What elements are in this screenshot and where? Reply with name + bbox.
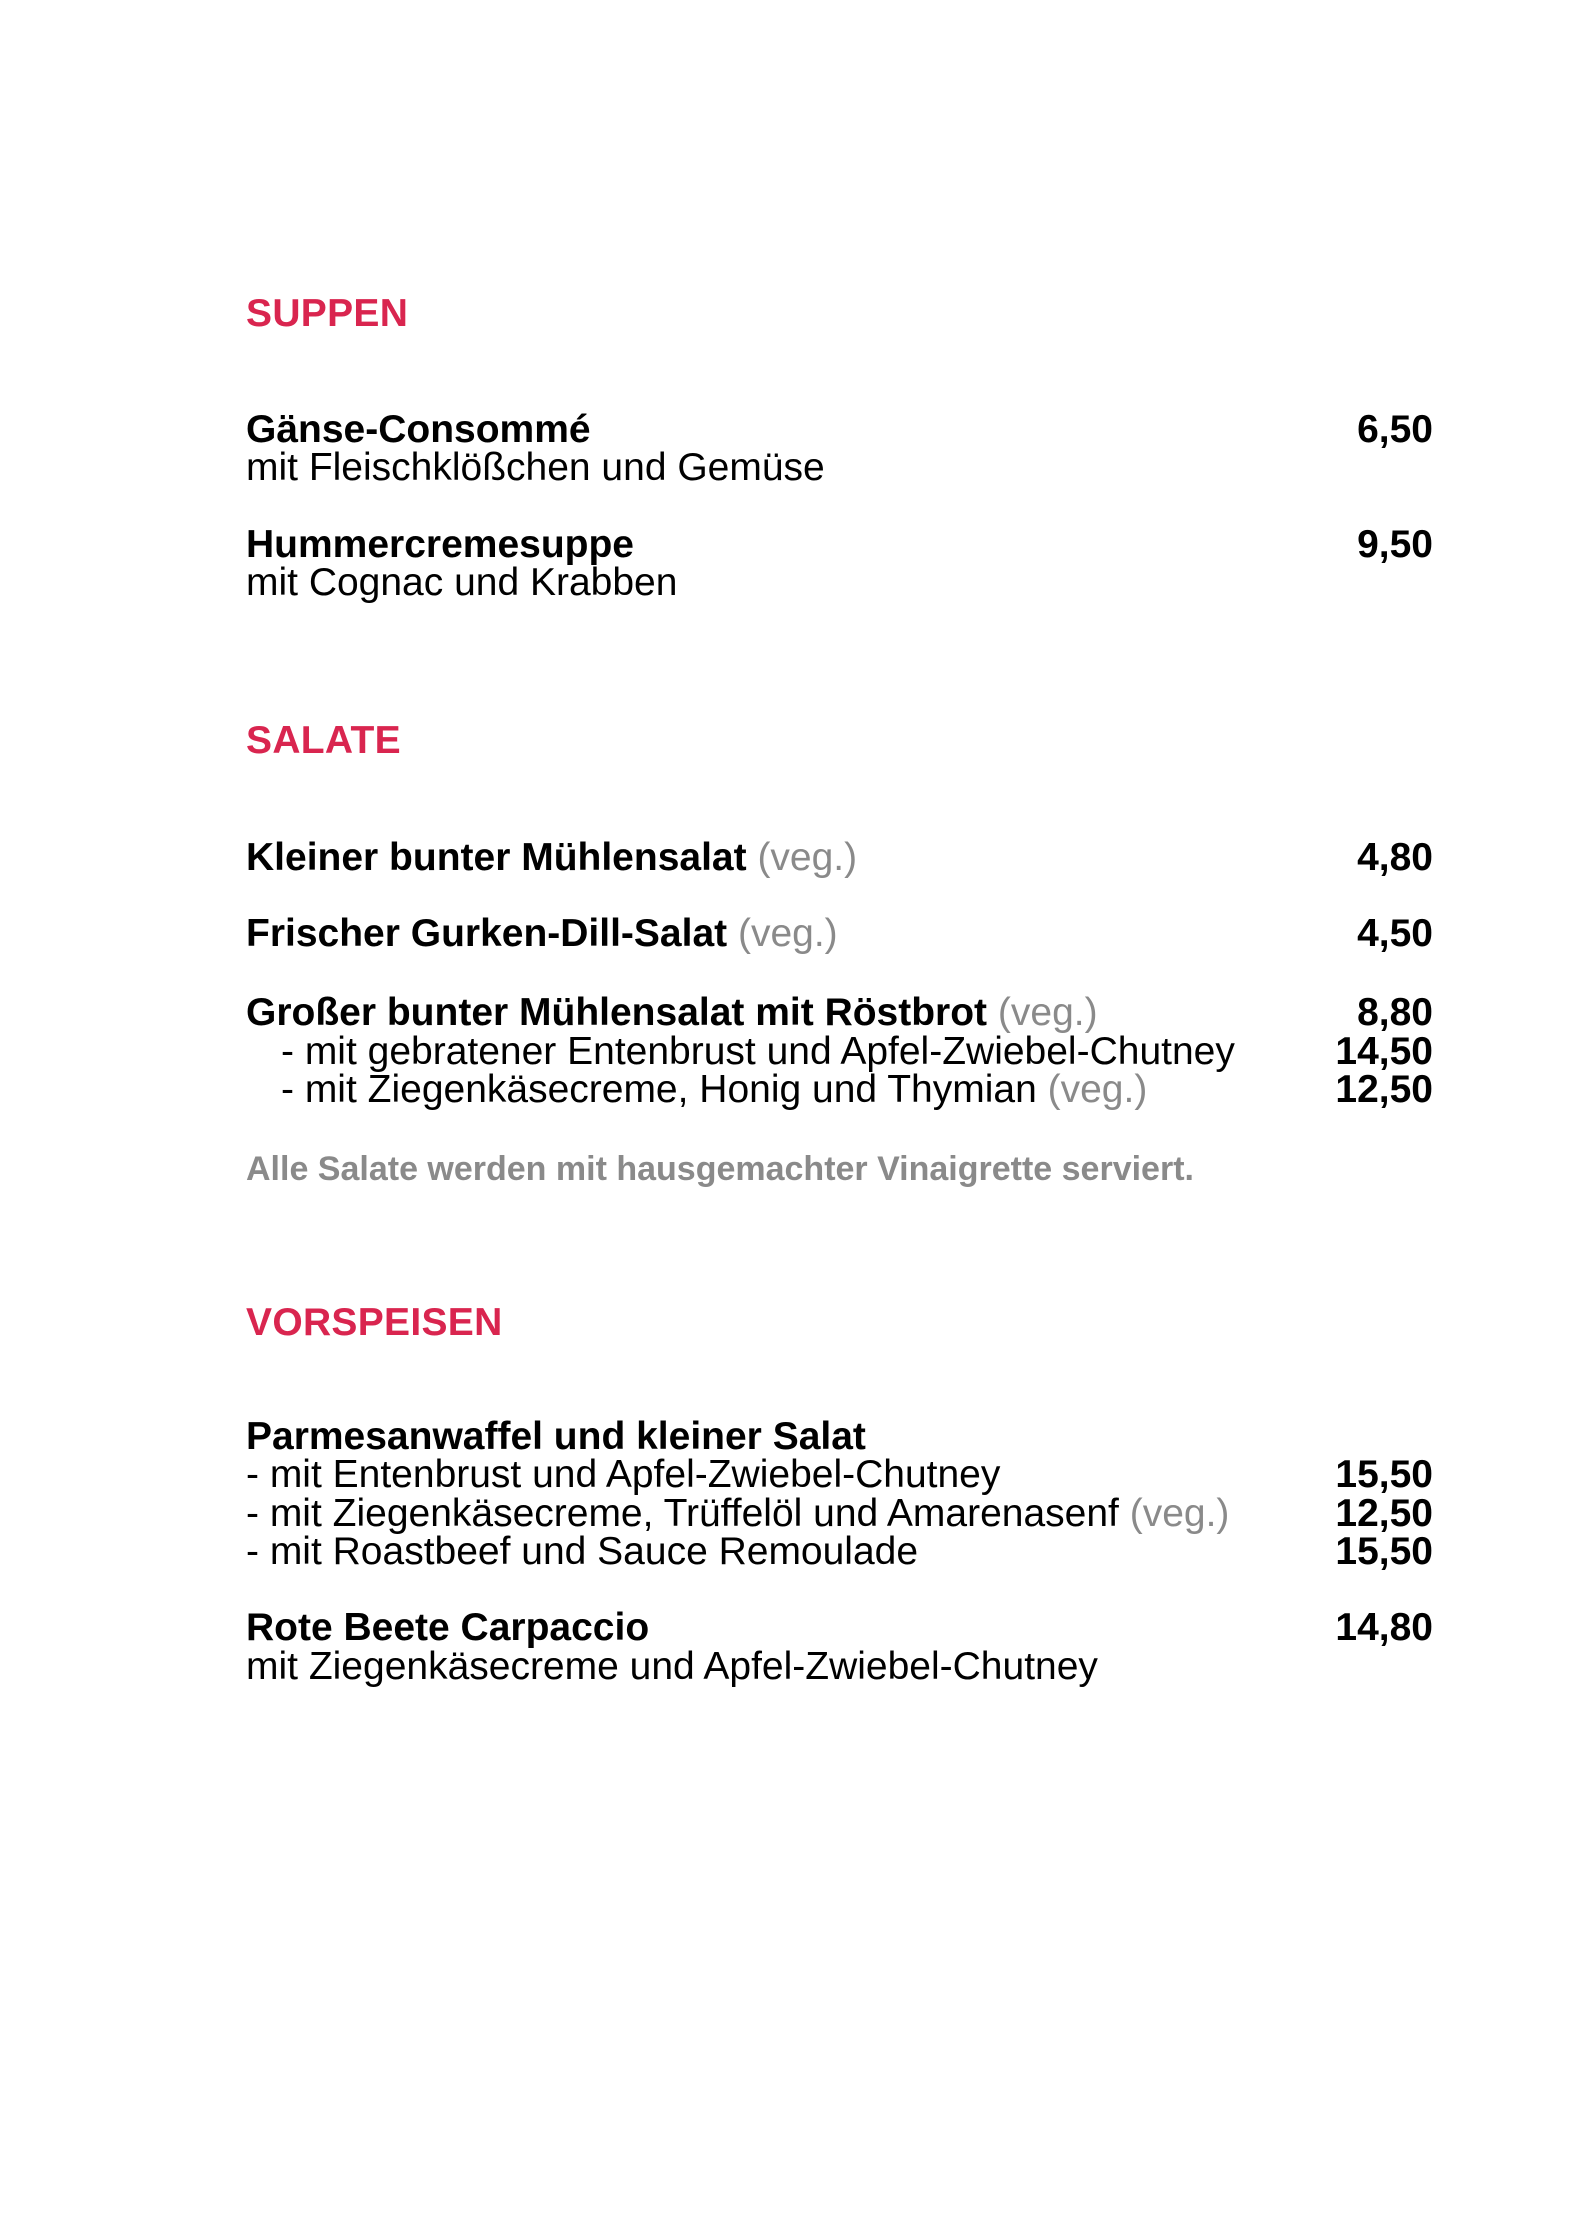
variant-price: 12,50 (1335, 1068, 1433, 1111)
item-name: Großer bunter Mühlensalat mit Röstbrot (246, 991, 988, 1034)
item-name: Rote Beete Carpaccio (246, 1606, 650, 1649)
item-name: Parmesanwaffel und kleiner Salat (246, 1415, 866, 1458)
menu-item-gurken-dill-salat (246, 914, 1433, 954)
menu-variant-entenbrust (246, 1032, 1433, 1072)
section-title-vorspeisen: VORSPEISEN (246, 1301, 503, 1344)
menu-variant-roastbeef (246, 1532, 1433, 1572)
item-description-gaense-consomme (246, 448, 1433, 488)
menu-variant-entenbrust-chutney (246, 1455, 1433, 1495)
menu-item-rote-beete-carpaccio (246, 1608, 1433, 1648)
menu-item-hummercremesuppe (246, 525, 1433, 565)
variant-price: 15,50 (1335, 1453, 1433, 1496)
item-price: 6,50 (1357, 408, 1433, 451)
variant-label: - mit gebratener Entenbrust und Apfel-Zwiebel-Chutney (281, 1030, 1235, 1073)
variant-price: 15,50 (1335, 1530, 1433, 1573)
item-name: Frischer Gurken-Dill-Salat (246, 912, 728, 955)
menu-variant-trueffeloel (246, 1494, 1433, 1534)
variant-label: - mit Ziegenkäsecreme, Honig und Thymian (281, 1068, 1037, 1111)
variant-label: - mit Roastbeef und Sauce Remoulade (246, 1530, 919, 1573)
veg-label: (veg.) (1047, 1068, 1148, 1111)
salad-note: Alle Salate werden mit hausgemachter Vinaigrette serviert. (246, 1150, 1194, 1188)
menu-page (246, 0, 1433, 2222)
veg-label: (veg.) (757, 836, 858, 879)
item-price: 8,80 (1357, 991, 1433, 1034)
item-price: 4,50 (1357, 912, 1433, 955)
menu-variant-ziegenkaese-honig (246, 1070, 1433, 1110)
item-name: Hummercremesuppe (246, 523, 634, 566)
veg-label: (veg.) (997, 991, 1098, 1034)
section-title-salate: SALATE (246, 719, 401, 762)
veg-label: (veg.) (1129, 1492, 1230, 1535)
item-description: mit Ziegenkäsecreme und Apfel-Zwiebel-Chutney (246, 1645, 1098, 1688)
section-title-suppen: SUPPEN (246, 292, 409, 335)
variant-price: 12,50 (1335, 1492, 1433, 1535)
item-price: 9,50 (1357, 523, 1433, 566)
variant-price: 14,50 (1335, 1030, 1433, 1073)
variant-label: - mit Ziegenkäsecreme, Trüffelöl und Amarenasenf (246, 1492, 1119, 1535)
veg-label: (veg.) (737, 912, 838, 955)
menu-item-gaense-consomme (246, 410, 1433, 450)
menu-item-kleiner-muehlensalat (246, 838, 1433, 878)
item-price: 14,80 (1335, 1606, 1433, 1649)
item-name: Gänse-Consommé (246, 408, 591, 451)
variant-label: - mit Entenbrust und Apfel-Zwiebel-Chutney (246, 1453, 1001, 1496)
menu-item-parmesanwaffel (246, 1417, 1433, 1457)
item-description-hummercremesuppe (246, 563, 1433, 603)
menu-item-grosser-muehlensalat (246, 993, 1433, 1033)
item-description-rote-beete (246, 1647, 1433, 1687)
item-price: 4,80 (1357, 836, 1433, 879)
item-name: Kleiner bunter Mühlensalat (246, 836, 747, 879)
item-description: mit Cognac und Krabben (246, 561, 678, 604)
item-description: mit Fleischklößchen und Gemüse (246, 446, 825, 489)
